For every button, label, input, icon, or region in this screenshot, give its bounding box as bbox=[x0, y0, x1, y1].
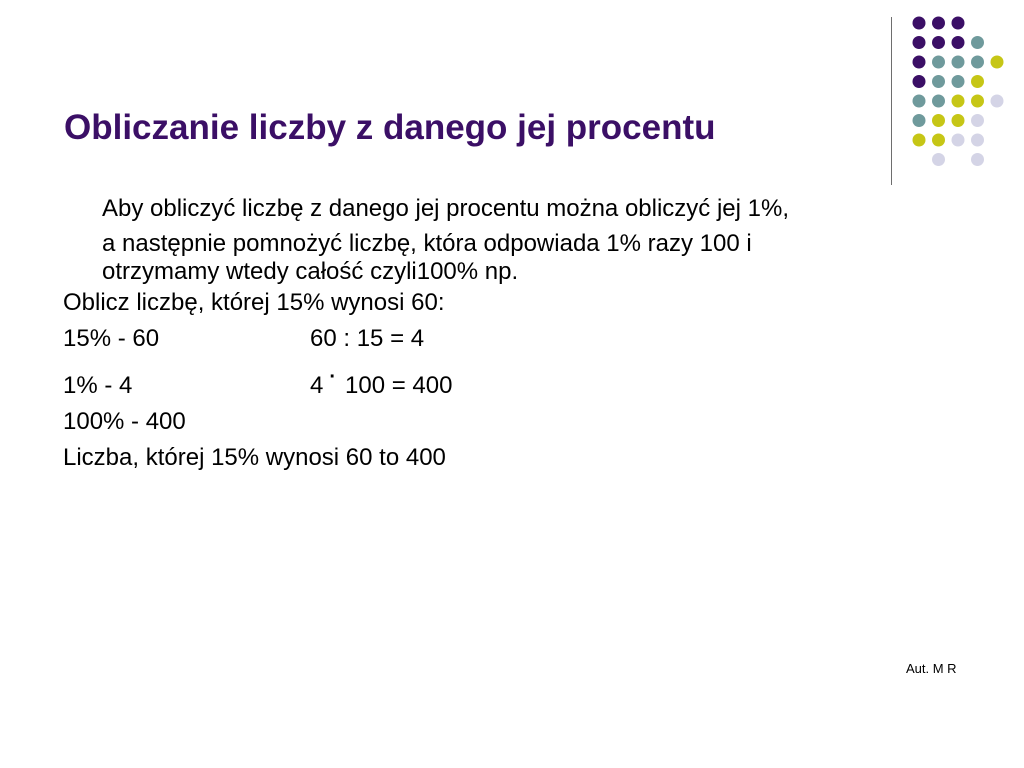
intro-line-2: a następnie pomnożyć liczbę, która odpowiada 1% razy 100 i bbox=[102, 230, 752, 257]
row2-right-factor: 4 bbox=[310, 372, 324, 399]
decorative-dot bbox=[971, 114, 984, 127]
decorative-dot bbox=[991, 95, 1004, 108]
decorative-dot-grid bbox=[0, 0, 1024, 200]
row1-left: 15% - 60 bbox=[63, 325, 160, 352]
row2-left: 1% - 4 bbox=[63, 372, 133, 399]
decorative-dot bbox=[971, 36, 984, 49]
decorative-dot bbox=[932, 134, 945, 147]
decorative-dot bbox=[952, 36, 965, 49]
decorative-dot bbox=[952, 134, 965, 147]
conclusion: Liczba, której 15% wynosi 60 to 400 bbox=[63, 444, 446, 471]
decorative-dot bbox=[932, 75, 945, 88]
decorative-dot bbox=[932, 56, 945, 69]
row3-left: 100% - 400 bbox=[63, 408, 186, 435]
decorative-dot bbox=[913, 114, 926, 127]
decorative-dot bbox=[932, 36, 945, 49]
decorative-dot bbox=[952, 114, 965, 127]
decorative-dot bbox=[913, 134, 926, 147]
decorative-dot bbox=[971, 75, 984, 88]
decorative-dot bbox=[952, 56, 965, 69]
decorative-dot bbox=[971, 134, 984, 147]
decorative-dot bbox=[971, 153, 984, 166]
intro-line-1: Aby obliczyć liczbę z danego jej procentu można obliczyć jej 1%, bbox=[102, 195, 790, 222]
decorative-dot bbox=[952, 95, 965, 108]
decorative-dot bbox=[932, 153, 945, 166]
decorative-dot bbox=[932, 114, 945, 127]
intro-line-3: otrzymamy wtedy całość czyli100% np. bbox=[102, 258, 519, 285]
decorative-dot bbox=[913, 56, 926, 69]
decorative-dot bbox=[913, 17, 926, 30]
decorative-dot bbox=[971, 56, 984, 69]
decorative-dot bbox=[932, 95, 945, 108]
multiply-operator: · bbox=[329, 366, 337, 388]
decorative-dot bbox=[991, 56, 1004, 69]
row2-right-result: 100 = 400 bbox=[345, 372, 453, 399]
decorative-dot bbox=[913, 75, 926, 88]
row2-right bbox=[310, 366, 453, 402]
intro-continuation bbox=[102, 230, 752, 286]
decorative-dot bbox=[971, 95, 984, 108]
decorative-dot bbox=[932, 17, 945, 30]
decorative-dot bbox=[913, 36, 926, 49]
slide-title: Obliczanie liczby z danego jej procentu bbox=[64, 108, 716, 147]
row1-right: 60 : 15 = 4 bbox=[310, 325, 425, 352]
decorative-dot bbox=[952, 75, 965, 88]
decorative-vertical-line bbox=[891, 17, 892, 185]
decorative-dot bbox=[913, 95, 926, 108]
example-prompt: Oblicz liczbę, której 15% wynosi 60: bbox=[63, 289, 445, 316]
decorative-dot bbox=[952, 17, 965, 30]
author-credit: Aut. M R bbox=[906, 661, 957, 676]
